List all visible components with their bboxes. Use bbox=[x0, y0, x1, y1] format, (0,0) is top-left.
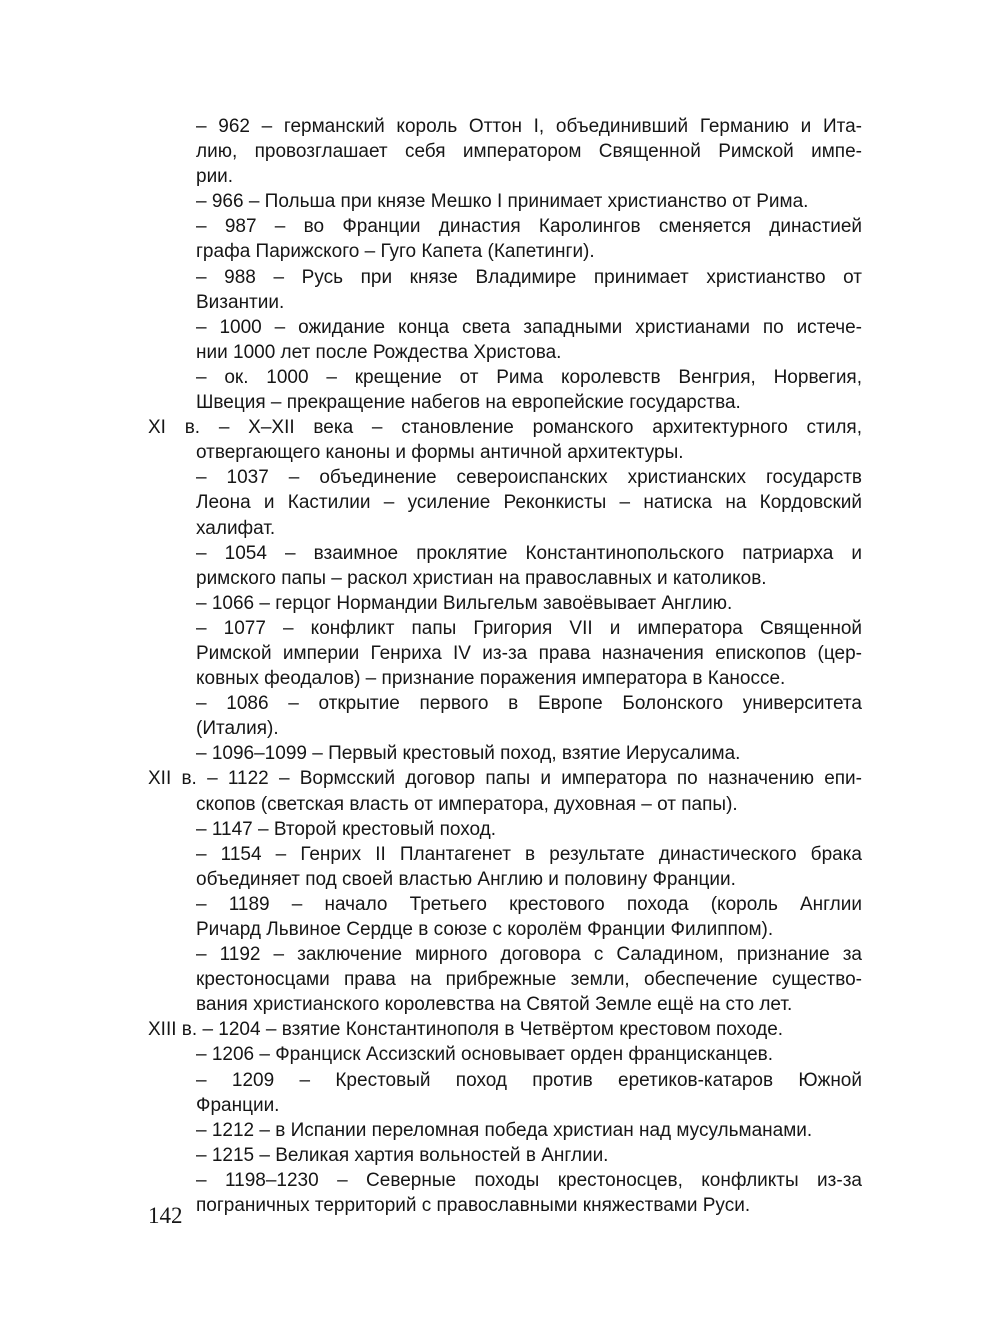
timeline-entry bbox=[148, 817, 862, 842]
text-line: Римской империи Генриха IV из-за права назначения епископов (цер- bbox=[196, 642, 862, 664]
text-line: – 1192 – заключение мирного договора с Саладином, признание за bbox=[196, 944, 862, 966]
text-line: – 1209 – Крестовый поход против еретиков-катаров Южной bbox=[196, 1069, 862, 1091]
text-line: пограничных территорий с православными княжествами Руси. bbox=[196, 1195, 751, 1217]
timeline-entry bbox=[148, 1068, 862, 1118]
text-line: вания христианского королевства на Святой Земле ещё на сто лет. bbox=[196, 994, 793, 1016]
text-line: – 988 – Русь при князе Владимире принимает христианство от bbox=[196, 266, 862, 288]
text-line: рии. bbox=[196, 166, 234, 188]
timeline-entry bbox=[148, 842, 862, 892]
text-line: объединяет под своей властью Англию и половину Франции. bbox=[196, 868, 736, 890]
timeline-entry bbox=[148, 315, 862, 365]
text-line: Франции. bbox=[196, 1094, 280, 1116]
text-line: – 1189 – начало Третьего крестового похода (король Англии bbox=[196, 893, 862, 915]
timeline-entry bbox=[148, 591, 862, 616]
timeline-entry bbox=[148, 214, 862, 264]
text-line: – 1206 – Франциск Ассизский основывает орден францисканцев. bbox=[196, 1044, 774, 1066]
timeline-entries bbox=[148, 114, 862, 1218]
text-line: – 1037 – объединение североиспанских христианских государств bbox=[196, 467, 862, 489]
text-line: – 1000 – ожидание конца света западными христианами по истече- bbox=[196, 316, 862, 338]
text-line: – 1077 – конфликт папы Григория VII и императора Священной bbox=[196, 617, 862, 639]
timeline-entry bbox=[148, 1118, 862, 1143]
text-line: Швеция – прекращение набегов на европейские государства. bbox=[196, 392, 741, 414]
timeline-entry bbox=[148, 365, 862, 415]
text-line: – 1086 – открытие первого в Европе Болонского университета bbox=[196, 693, 862, 715]
text-line: крестоносцами права на прибрежные земли, обеспечение существо- bbox=[196, 969, 862, 991]
text-line: – 1154 – Генрих II Плантагенет в результате династического брака bbox=[196, 843, 862, 865]
timeline-entry bbox=[148, 1143, 862, 1168]
timeline-entry bbox=[148, 1042, 862, 1067]
timeline-entry bbox=[148, 1017, 862, 1042]
timeline-entry bbox=[148, 1168, 862, 1218]
timeline-entry bbox=[148, 114, 862, 189]
text-line: – ок. 1000 – крещение от Рима королевств Венгрия, Норвегия, bbox=[196, 366, 862, 388]
text-line: Леона и Кастилии – усиление Реконкисты – натиска на Кордовский bbox=[196, 492, 862, 514]
era-label: XIII в. bbox=[148, 1019, 198, 1041]
text-line: XIII в. – 1204 – взятие Константинополя в Четвёртом крестовом походе. bbox=[148, 1019, 784, 1041]
timeline-entry bbox=[148, 766, 862, 816]
text-line: халифат. bbox=[196, 517, 276, 539]
text-line: – 966 – Польша при князе Мешко I принимает христианство от Рима. bbox=[196, 191, 809, 213]
text-line: лию, провозглашает себя императором Священной Римской импе- bbox=[196, 141, 862, 163]
text-line: – 1215 – Великая хартия вольностей в Англии. bbox=[196, 1144, 609, 1166]
timeline-entry bbox=[148, 465, 862, 540]
page-number: 142 bbox=[148, 1203, 183, 1228]
text-line: ковных феодалов) – признание поражения императора в Каноссе. bbox=[196, 668, 786, 690]
text-line: римского папы – раскол христиан на православных и католиков. bbox=[196, 567, 767, 589]
timeline-entry bbox=[148, 265, 862, 315]
text-line: скопов (светская власть от императора, духовная – от папы). bbox=[196, 793, 738, 815]
text-line: – 1066 – герцог Нормандии Вильгельм завоёвывает Англию. bbox=[196, 592, 733, 614]
timeline-entry bbox=[148, 541, 862, 591]
text-line: отвергающего каноны и формы античной архитектуры. bbox=[196, 442, 684, 464]
text-line: – 962 – германский король Оттон I, объединивший Германию и Ита- bbox=[196, 116, 862, 137]
text-line: нии 1000 лет после Рождества Христова. bbox=[196, 341, 562, 363]
era-label: XII в. bbox=[148, 768, 197, 790]
text-line: – 987 – во Франции династия Каролингов сменяется династией bbox=[196, 216, 862, 238]
text-line: XI в. – X–XII века – становление романского архитектурного стиля, bbox=[148, 417, 862, 439]
timeline-entry bbox=[148, 189, 862, 214]
timeline-entry bbox=[148, 616, 862, 691]
timeline-entry bbox=[148, 415, 862, 465]
text-line: – 1054 – взаимное проклятие Константинопольского патриарха и bbox=[196, 542, 862, 564]
text-line: Ричард Львиное Сердце в союзе с королём Франции Филиппом). bbox=[196, 919, 774, 940]
timeline-entry bbox=[148, 691, 862, 741]
text-line: графа Парижского – Гуго Капета (Капетинги). bbox=[196, 241, 595, 263]
timeline-entry bbox=[148, 892, 862, 942]
text-line: Византии. bbox=[196, 291, 285, 313]
text-line: – 1096–1099 – Первый крестовый поход, взятие Иерусалима. bbox=[196, 743, 741, 765]
timeline-entry bbox=[148, 741, 862, 766]
text-line: (Италия). bbox=[196, 718, 279, 740]
text-line: – 1198–1230 – Северные походы крестоносцев, конфликты из-за bbox=[196, 1169, 862, 1191]
text-line: – 1147 – Второй крестовый поход. bbox=[196, 818, 497, 840]
text-line: – 1212 – в Испании переломная победа христиан над мусульманами. bbox=[196, 1119, 813, 1141]
era-label: XI в. bbox=[148, 417, 201, 439]
timeline-entry bbox=[148, 942, 862, 1017]
text-line: XII в. – 1122 – Вормсский договор папы и императора по назначению епи- bbox=[148, 768, 862, 790]
